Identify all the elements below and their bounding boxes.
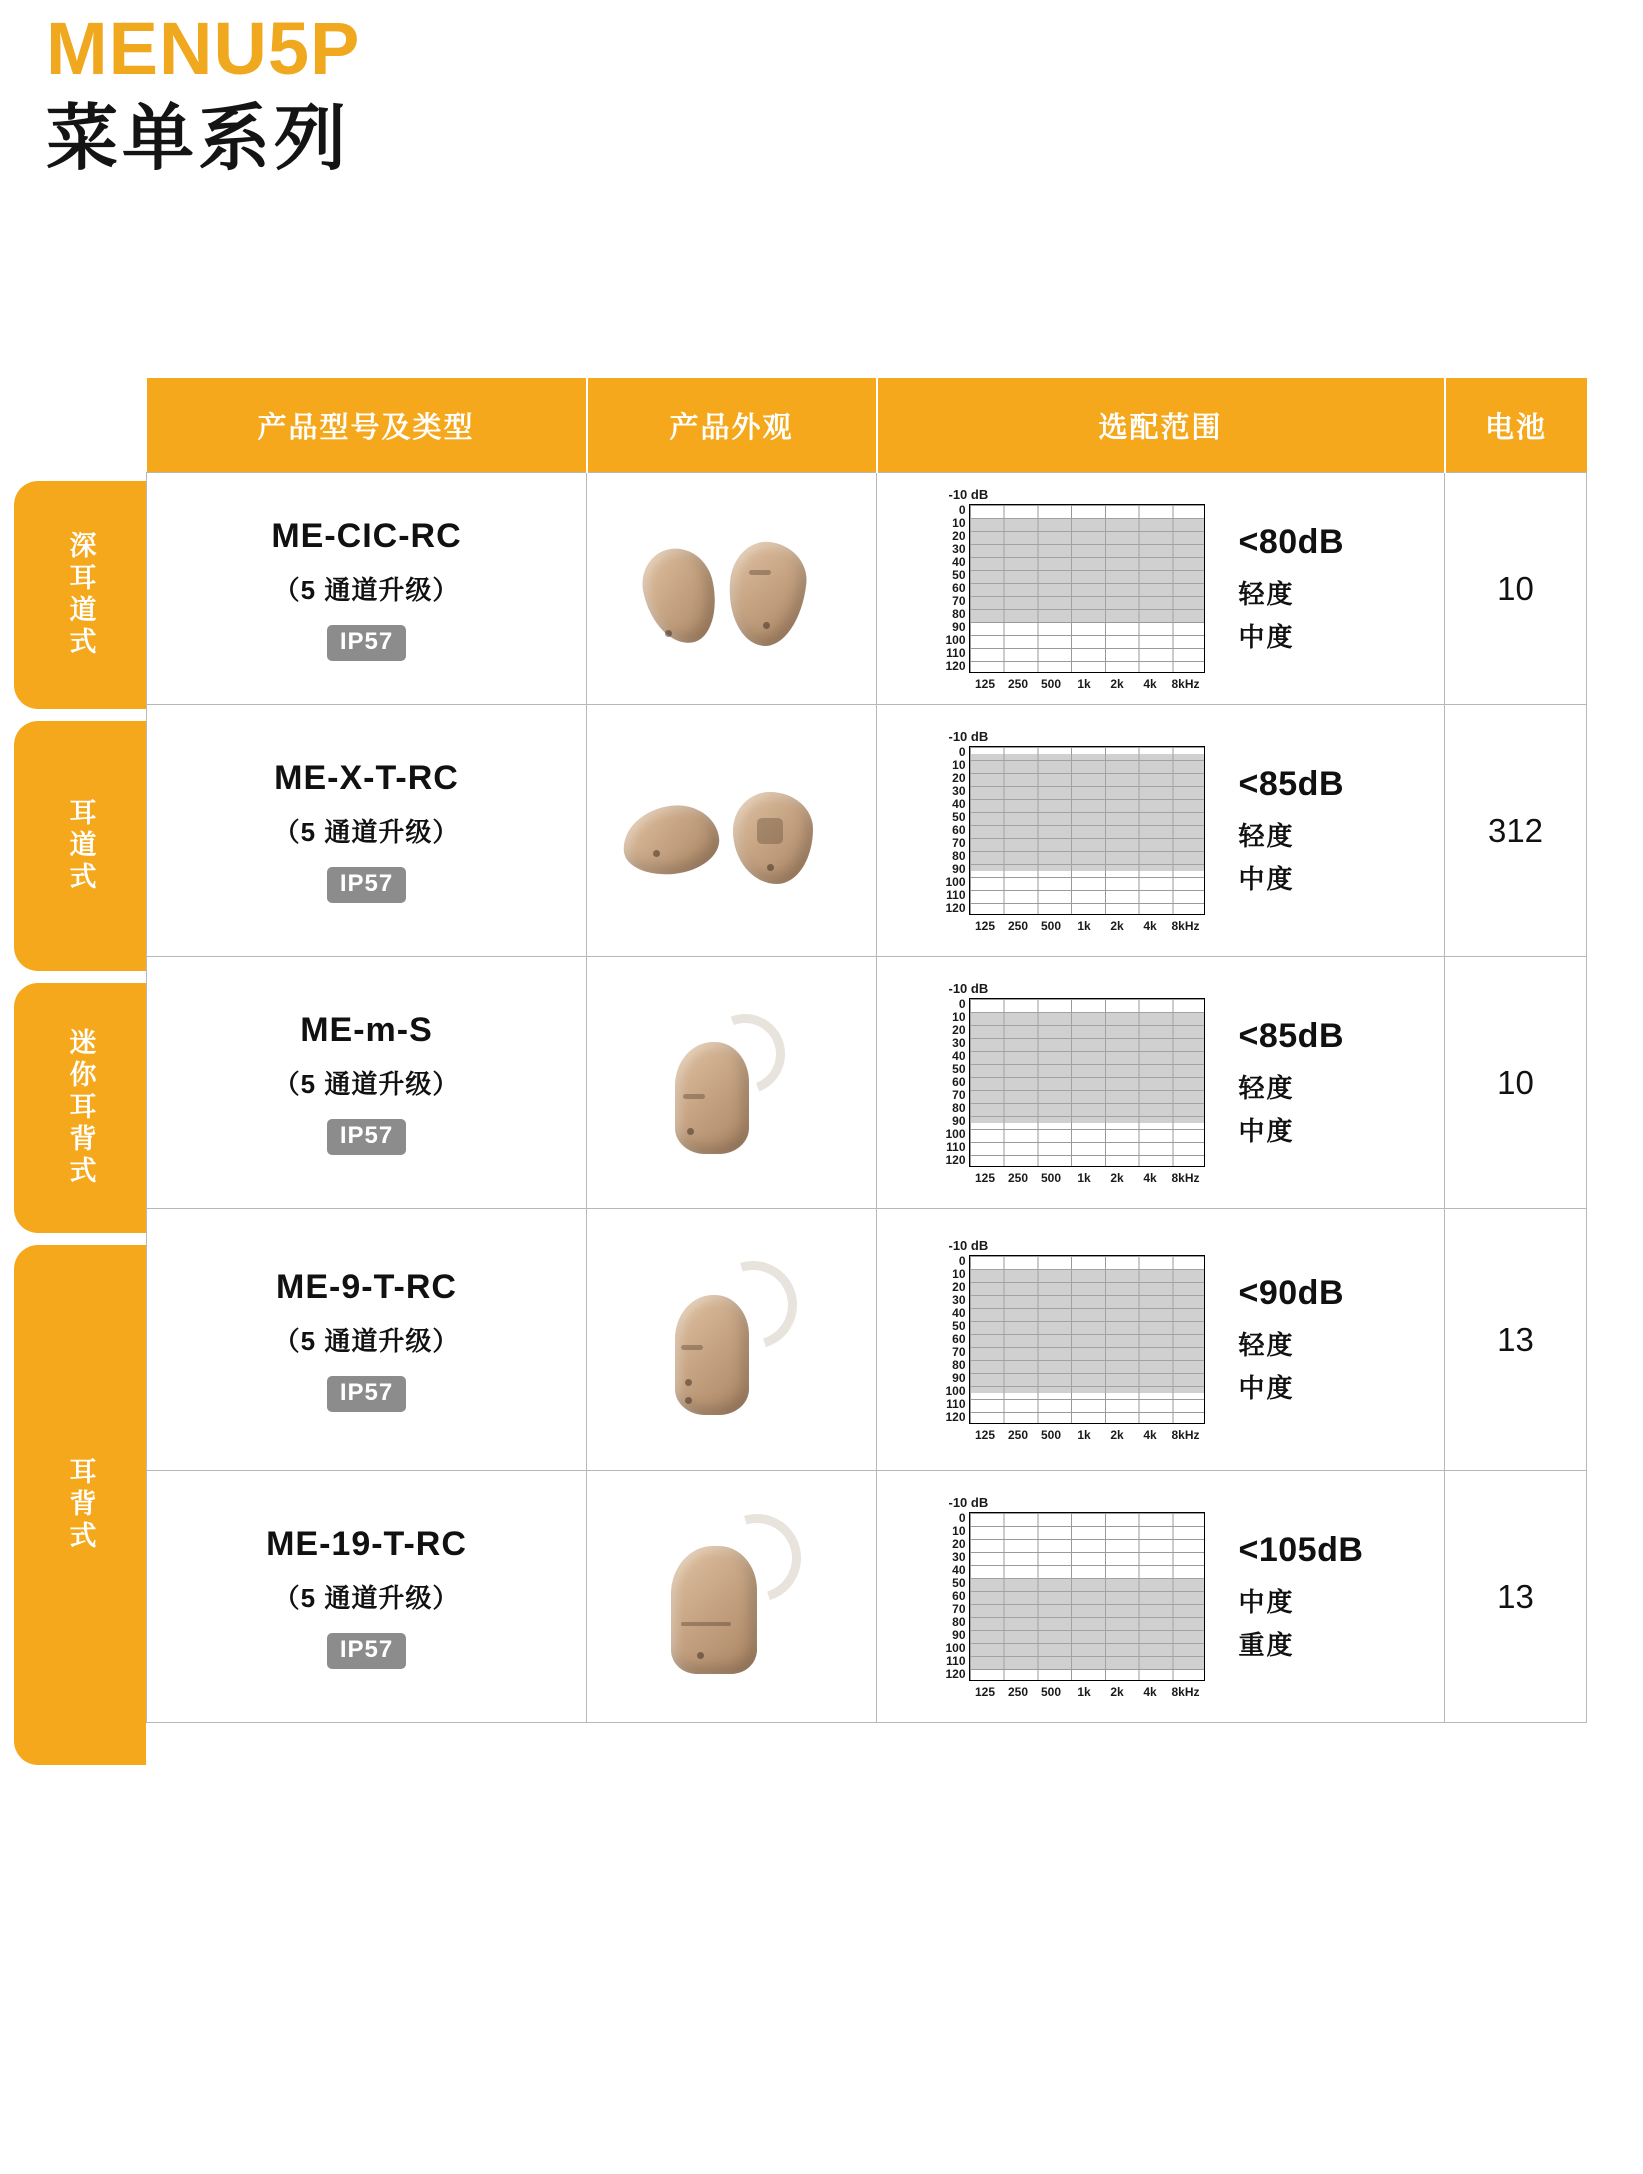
y-tick: 30 xyxy=(952,541,966,556)
y-tick: 50 xyxy=(952,1575,966,1590)
ip-rating-badge: IP57 xyxy=(327,1633,406,1669)
range-degree: 轻度 xyxy=(1238,821,1295,851)
y-tick: 60 xyxy=(952,1074,966,1089)
vent-dot-icon xyxy=(767,864,774,871)
range-db-value: <85dB xyxy=(1238,765,1344,803)
x-tick: 500 xyxy=(1040,676,1062,691)
vent-dot-icon xyxy=(665,630,672,637)
range-db-value: <80dB xyxy=(1238,523,1344,561)
audiogram-chart xyxy=(943,981,1221,1185)
audiogram-grid xyxy=(969,504,1205,673)
audiogram-y-top-label: -10 dB xyxy=(948,1237,989,1253)
audiogram-y-top-label: -10 dB xyxy=(948,1494,989,1510)
model-cell xyxy=(147,473,587,705)
table-row xyxy=(147,1471,1587,1723)
seam-line xyxy=(681,1622,731,1626)
x-tick: 250 xyxy=(1007,1170,1029,1185)
y-tick: 40 xyxy=(952,1305,966,1320)
x-tick: 1k xyxy=(1077,676,1091,691)
category-label: 迷你耳背式 xyxy=(65,1028,96,1188)
y-tick: 20 xyxy=(952,528,966,543)
appearance-cell xyxy=(587,1471,877,1723)
hearing-aid-shell xyxy=(675,1295,749,1415)
fitting-range-fill xyxy=(970,518,1204,622)
x-tick: 1k xyxy=(1077,1684,1091,1699)
y-tick: 120 xyxy=(945,900,966,915)
table-row xyxy=(147,473,1587,705)
sidebar-item-bte xyxy=(14,1245,146,1765)
x-tick: 2k xyxy=(1110,676,1124,691)
y-tick: 110 xyxy=(946,887,966,902)
fitting-range-fill xyxy=(970,754,1204,871)
audiogram-y-top-label: -10 dB xyxy=(948,486,989,502)
audiogram-y-top-label: -10 dB xyxy=(948,980,989,996)
y-tick: 100 xyxy=(945,1640,966,1655)
model-cell xyxy=(147,705,587,957)
y-tick: 90 xyxy=(952,1370,966,1385)
model-cell xyxy=(147,1209,587,1471)
audiogram-y-axis xyxy=(943,1512,969,1681)
range-cell xyxy=(877,1209,1445,1471)
x-tick: 125 xyxy=(974,676,996,691)
range-degree: 中度 xyxy=(1238,1116,1295,1146)
y-tick: 70 xyxy=(952,593,966,608)
y-tick: 90 xyxy=(952,1627,966,1642)
model-cell xyxy=(147,1471,587,1723)
x-tick: 8kHz xyxy=(1171,676,1200,691)
y-tick: 80 xyxy=(952,848,966,863)
y-tick: 0 xyxy=(958,744,966,759)
x-tick: 8kHz xyxy=(1171,1170,1200,1185)
audiogram-chart xyxy=(943,1238,1221,1442)
sidebar-item-itc xyxy=(14,721,146,971)
device-image-itc xyxy=(617,746,847,916)
x-tick: 4k xyxy=(1143,1427,1157,1442)
y-tick: 70 xyxy=(952,1601,966,1616)
y-tick: 30 xyxy=(952,1292,966,1307)
y-tick: 90 xyxy=(952,861,966,876)
hearing-aid-shell xyxy=(619,801,722,879)
x-tick: 500 xyxy=(1040,918,1062,933)
y-tick: 0 xyxy=(958,1510,966,1525)
range-cell xyxy=(877,705,1445,957)
range-degree: 重度 xyxy=(1238,1630,1295,1660)
y-tick: 100 xyxy=(945,1126,966,1141)
y-tick: 120 xyxy=(945,658,966,673)
x-tick: 1k xyxy=(1077,1170,1091,1185)
y-tick: 0 xyxy=(958,1253,966,1268)
x-tick: 250 xyxy=(1007,1684,1029,1699)
y-tick: 110 xyxy=(946,1396,966,1411)
audiogram-chart xyxy=(943,487,1221,691)
x-tick: 125 xyxy=(974,1684,996,1699)
table-row xyxy=(147,957,1587,1209)
vent-dot-icon xyxy=(697,1652,704,1659)
y-tick: 20 xyxy=(952,1536,966,1551)
x-tick: 2k xyxy=(1110,1170,1124,1185)
audiogram-y-top-label: -10 dB xyxy=(948,728,989,744)
table-row xyxy=(147,705,1587,957)
audiogram-chart xyxy=(943,729,1221,933)
y-tick: 60 xyxy=(952,1588,966,1603)
y-tick: 0 xyxy=(958,502,966,517)
column-header-range: 选配范围 xyxy=(877,378,1445,473)
ip-rating-badge: IP57 xyxy=(327,867,406,903)
model-name: ME-CIC-RC xyxy=(271,516,462,555)
audiogram-x-axis xyxy=(969,1171,1205,1185)
y-tick: 10 xyxy=(952,515,966,530)
x-tick: 125 xyxy=(974,918,996,933)
audiogram-x-axis xyxy=(969,677,1205,691)
y-tick: 40 xyxy=(952,1562,966,1577)
fitting-range-fill xyxy=(970,1269,1204,1393)
audiogram-grid xyxy=(969,1255,1205,1424)
y-tick: 120 xyxy=(945,1152,966,1167)
appearance-cell xyxy=(587,957,877,1209)
x-tick: 2k xyxy=(1110,1427,1124,1442)
y-tick: 120 xyxy=(945,1409,966,1424)
range-text-block xyxy=(1239,1017,1379,1148)
column-header-battery: 电池 xyxy=(1445,378,1587,473)
y-tick: 30 xyxy=(952,1549,966,1564)
range-degree: 中度 xyxy=(1238,622,1295,652)
battery-door-slot xyxy=(749,570,771,575)
battery-door-slot xyxy=(757,818,783,844)
audiogram-x-axis xyxy=(969,919,1205,933)
x-tick: 250 xyxy=(1007,918,1029,933)
range-db-value: <105dB xyxy=(1238,1531,1364,1569)
category-label: 深耳道式 xyxy=(65,531,96,659)
model-channels: （5 通道升级） xyxy=(273,816,460,847)
x-tick: 4k xyxy=(1143,676,1157,691)
y-tick: 100 xyxy=(945,874,966,889)
audiogram-grid xyxy=(969,998,1205,1167)
audiogram-y-axis xyxy=(943,1255,969,1424)
hearing-aid-shell xyxy=(723,538,809,649)
x-tick: 125 xyxy=(974,1427,996,1442)
y-tick: 30 xyxy=(952,783,966,798)
y-tick: 10 xyxy=(952,1009,966,1024)
vent-dot-icon xyxy=(763,622,770,629)
y-tick: 110 xyxy=(946,1653,966,1668)
x-tick: 4k xyxy=(1143,918,1157,933)
y-tick: 100 xyxy=(945,632,966,647)
audiogram-grid xyxy=(969,746,1205,915)
model-name: ME-X-T-RC xyxy=(274,758,459,797)
model-channels: （5 通道升级） xyxy=(273,1582,460,1613)
brand-title: MENU5P xyxy=(46,7,361,90)
range-text-block xyxy=(1239,1274,1379,1405)
model-name: ME-m-S xyxy=(300,1010,433,1049)
y-tick: 60 xyxy=(952,822,966,837)
table-header-row xyxy=(147,378,1587,473)
range-cell xyxy=(877,473,1445,705)
x-tick: 500 xyxy=(1040,1427,1062,1442)
x-tick: 1k xyxy=(1077,1427,1091,1442)
y-tick: 50 xyxy=(952,809,966,824)
y-tick: 30 xyxy=(952,1035,966,1050)
sidebar-item-mini-bte xyxy=(14,983,146,1233)
audiogram-chart xyxy=(943,1495,1221,1699)
fitting-range-fill xyxy=(970,1578,1204,1669)
model-channels: （5 通道升级） xyxy=(273,1325,460,1356)
category-label: 耳道式 xyxy=(65,798,96,894)
range-text-block xyxy=(1239,765,1379,896)
y-tick: 80 xyxy=(952,606,966,621)
y-tick: 0 xyxy=(958,996,966,1011)
y-tick: 80 xyxy=(952,1100,966,1115)
y-tick: 70 xyxy=(952,1087,966,1102)
model-cell xyxy=(147,957,587,1209)
y-tick: 80 xyxy=(952,1357,966,1372)
y-tick: 120 xyxy=(945,1666,966,1681)
y-tick: 50 xyxy=(952,1061,966,1076)
range-degree: 轻度 xyxy=(1238,1330,1295,1360)
range-degree: 中度 xyxy=(1238,864,1295,894)
y-tick: 20 xyxy=(952,1022,966,1037)
model-channels: （5 通道升级） xyxy=(273,574,460,605)
audiogram-x-axis xyxy=(969,1685,1205,1699)
device-image-bte xyxy=(617,1255,847,1425)
range-text-block xyxy=(1239,1531,1379,1662)
battery-cell: 13 xyxy=(1445,1471,1587,1723)
x-tick: 4k xyxy=(1143,1170,1157,1185)
product-spec-table xyxy=(146,378,1587,1723)
audiogram-y-axis xyxy=(943,504,969,673)
y-tick: 40 xyxy=(952,796,966,811)
column-header-appearance: 产品外观 xyxy=(587,378,877,473)
vent-dot-icon xyxy=(685,1379,692,1386)
model-name: ME-19-T-RC xyxy=(266,1524,467,1563)
x-tick: 4k xyxy=(1143,1684,1157,1699)
y-tick: 10 xyxy=(952,1266,966,1281)
y-tick: 60 xyxy=(952,1331,966,1346)
fitting-range-fill xyxy=(970,1012,1204,1123)
battery-cell: 10 xyxy=(1445,473,1587,705)
range-degree: 中度 xyxy=(1238,1587,1295,1617)
control-slot xyxy=(683,1094,705,1099)
ip-rating-badge: IP57 xyxy=(327,1376,406,1412)
x-tick: 8kHz xyxy=(1171,1684,1200,1699)
y-tick: 60 xyxy=(952,580,966,595)
y-tick: 110 xyxy=(946,645,966,660)
brand-subtitle: 菜单系列 xyxy=(46,98,351,179)
sidebar-item-cic xyxy=(14,481,146,709)
ip-rating-badge: IP57 xyxy=(327,1119,406,1155)
y-tick: 40 xyxy=(952,554,966,569)
x-tick: 125 xyxy=(974,1170,996,1185)
table-row xyxy=(147,1209,1587,1471)
device-image-cic xyxy=(617,504,847,674)
device-image-mini-bte xyxy=(617,998,847,1168)
range-degree: 轻度 xyxy=(1238,579,1295,609)
y-tick: 90 xyxy=(952,619,966,634)
y-tick: 110 xyxy=(946,1139,966,1154)
ip-rating-badge: IP57 xyxy=(327,625,406,661)
hearing-aid-shell xyxy=(671,1546,757,1674)
vent-dot-icon xyxy=(685,1397,692,1404)
range-degree: 中度 xyxy=(1238,1373,1295,1403)
y-tick: 50 xyxy=(952,567,966,582)
battery-cell: 13 xyxy=(1445,1209,1587,1471)
x-tick: 8kHz xyxy=(1171,918,1200,933)
device-image-bte-power xyxy=(617,1512,847,1682)
range-cell xyxy=(877,1471,1445,1723)
x-tick: 2k xyxy=(1110,918,1124,933)
appearance-cell xyxy=(587,473,877,705)
y-tick: 80 xyxy=(952,1614,966,1629)
y-tick: 70 xyxy=(952,835,966,850)
battery-cell: 312 xyxy=(1445,705,1587,957)
y-tick: 10 xyxy=(952,757,966,772)
control-slot xyxy=(681,1345,703,1350)
range-cell xyxy=(877,957,1445,1209)
battery-cell: 10 xyxy=(1445,957,1587,1209)
y-tick: 20 xyxy=(952,770,966,785)
page-header xyxy=(0,0,1643,179)
x-tick: 2k xyxy=(1110,1684,1124,1699)
range-db-value: <90dB xyxy=(1238,1274,1344,1312)
category-label: 耳背式 xyxy=(65,1457,96,1553)
x-tick: 500 xyxy=(1040,1684,1062,1699)
x-tick: 500 xyxy=(1040,1170,1062,1185)
category-tabs xyxy=(14,481,146,1777)
column-header-model: 产品型号及类型 xyxy=(147,378,587,473)
audiogram-y-axis xyxy=(943,746,969,915)
y-tick: 90 xyxy=(952,1113,966,1128)
audiogram-grid xyxy=(969,1512,1205,1681)
range-text-block xyxy=(1239,523,1379,654)
audiogram-x-axis xyxy=(969,1428,1205,1442)
vent-dot-icon xyxy=(653,850,660,857)
range-db-value: <85dB xyxy=(1238,1017,1344,1055)
appearance-cell xyxy=(587,705,877,957)
y-tick: 20 xyxy=(952,1279,966,1294)
range-degree: 轻度 xyxy=(1238,1073,1295,1103)
y-tick: 10 xyxy=(952,1523,966,1538)
audiogram-y-axis xyxy=(943,998,969,1167)
x-tick: 8kHz xyxy=(1171,1427,1200,1442)
model-channels: （5 通道升级） xyxy=(273,1068,460,1099)
x-tick: 250 xyxy=(1007,1427,1029,1442)
vent-dot-icon xyxy=(687,1128,694,1135)
y-tick: 100 xyxy=(945,1383,966,1398)
model-name: ME-9-T-RC xyxy=(276,1267,457,1306)
y-tick: 70 xyxy=(952,1344,966,1359)
x-tick: 1k xyxy=(1077,918,1091,933)
y-tick: 40 xyxy=(952,1048,966,1063)
appearance-cell xyxy=(587,1209,877,1471)
hearing-aid-shell xyxy=(635,541,723,649)
x-tick: 250 xyxy=(1007,676,1029,691)
y-tick: 50 xyxy=(952,1318,966,1333)
